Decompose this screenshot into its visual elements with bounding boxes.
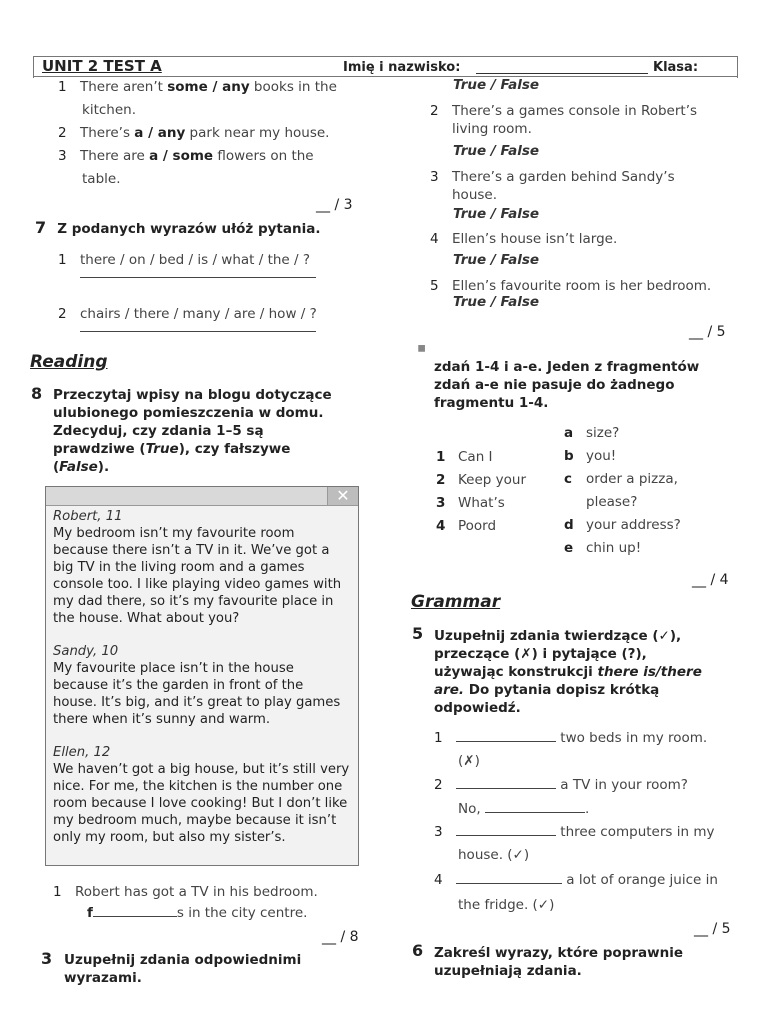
score-grammar: __ / 5 — [694, 921, 731, 937]
question-9-cutoff: ▪ — [417, 340, 427, 356]
answer-line[interactable] — [456, 869, 562, 884]
match-right-list — [564, 422, 681, 560]
tf-item-3: 3 There’s a garden behind Sandy’s house. — [430, 169, 675, 203]
option-choice[interactable]: a / any — [134, 125, 186, 141]
question-number: 7 — [35, 218, 47, 237]
grammar-item-1-cont: (✗) — [458, 753, 480, 769]
list-item-cont: kitchen. — [82, 102, 136, 118]
question-text: Z podanych wyrazów ułóż pytania. — [57, 221, 321, 237]
list-item: 4 Poord — [436, 518, 497, 534]
answer-line[interactable] — [456, 774, 556, 789]
answer-line[interactable] — [456, 821, 556, 836]
question-9-text: zdań 1-4 i a-e. Jeden z fragmentów zdań a-e nie pasuje do żadnego fragmentu 1-4. — [434, 359, 700, 411]
header-left-rule — [33, 56, 34, 78]
list-item: 1 Can I — [436, 449, 493, 465]
answer-line[interactable] — [456, 727, 556, 742]
blog-post-robert: Robert, 11 My bedroom isn’t my favourite room because there isn’t a TV in it. We’ve got a big TV in the living room and a games console too. I like playing video games with my dad there, so it’s my favourite place in the house. What about you? — [53, 509, 342, 626]
tf-item-5: 5 Ellen’s favourite room is her bedroom. — [430, 278, 712, 294]
question-7 — [35, 218, 320, 238]
grammar-item-3-cont: house. (✓) — [458, 847, 530, 863]
list-item: 2 Keep your — [436, 472, 527, 488]
answer-line[interactable] — [93, 902, 177, 917]
list-item: b you! — [564, 448, 617, 464]
grammar-item-1: 1 two beds in my room. — [434, 726, 707, 750]
option-choice[interactable]: a / some — [149, 148, 214, 164]
name-field-line[interactable] — [476, 73, 648, 74]
list-item: 1 There aren’t some / any books in the — [58, 79, 337, 95]
question-3: 3 — [41, 949, 53, 968]
answer-line[interactable] — [80, 331, 316, 332]
class-label: Klasa: — [653, 60, 699, 75]
list-item: d your address? — [564, 517, 681, 533]
question-6-text: Zakreśl wyrazy, które poprawnie uzupełniają zdania. — [434, 945, 683, 979]
fill-item-rest: s in the city centre. — [176, 905, 308, 921]
score-some-any: __ / 3 — [316, 197, 353, 213]
list-item: 2 chairs / there / many / are / how / ? — [58, 306, 317, 322]
grammar-item-2-cont: No, . — [458, 797, 589, 821]
tf-choice[interactable]: True / False — [453, 77, 540, 93]
some-any-list — [58, 76, 378, 191]
list-item-cont: table. — [82, 171, 121, 187]
score-tf: __ / 5 — [689, 324, 726, 340]
score-match: __ / 4 — [692, 572, 729, 588]
question-8 — [31, 384, 42, 403]
blog-box — [45, 486, 359, 866]
list-item: 1 there / on / bed / is / what / the / ? — [58, 252, 311, 268]
tf-choice[interactable]: True / False — [453, 294, 540, 310]
tf-item-1: 1 Robert has got a TV in his bedroom. — [53, 884, 318, 900]
header-right-rule — [737, 56, 738, 78]
section-grammar: Grammar — [411, 592, 501, 612]
question-5-text: Uzupełnij zdania twierdzące (✓), przeczące (✗) i pytające (?), używając konstrukcji there is/there are. Do pytania dopisz krótką odpowiedź. — [434, 628, 702, 716]
tf-item-4: 4 Ellen’s house isn’t large. — [430, 231, 618, 247]
match-left-list — [436, 446, 526, 538]
grammar-item-2: 2 a TV in your room? — [434, 773, 688, 797]
list-item: 2 There’s a / any park near my house. — [58, 125, 330, 141]
tf-choice[interactable]: True / False — [453, 206, 540, 222]
tf-choice[interactable]: True / False — [453, 252, 540, 268]
question-number: 8 — [31, 384, 43, 403]
tf-item-2: 2 There’s a games console in Robert’s living room. — [430, 103, 698, 137]
name-label: Imię i nazwisko: — [343, 60, 461, 75]
answer-line[interactable] — [485, 798, 585, 813]
list-item: a size? — [564, 425, 620, 441]
tf-choice[interactable]: True / False — [453, 143, 540, 159]
score-reading: __ / 8 — [322, 929, 359, 945]
fill-item: f s in the city centre. — [87, 902, 307, 925]
question-8-text: Przeczytaj wpisy na blogu dotyczące ulubionego pomieszczenia w domu. Zdecyduj, czy zdania 1–5 są prawdziwe (True), czy fałszywe (False). — [53, 387, 332, 475]
question-5: 5 — [412, 624, 424, 643]
grammar-item-4-cont: the fridge. (✓) — [458, 897, 555, 913]
list-item: 3 What’s — [436, 495, 505, 511]
blog-titlebar — [46, 487, 358, 506]
question-6: 6 — [412, 941, 424, 960]
unit-title: UNIT 2 TEST A — [42, 57, 162, 75]
answer-line[interactable] — [80, 277, 316, 278]
list-item: e chin up! — [564, 540, 642, 556]
list-item: 3 There are a / some flowers on the — [58, 148, 314, 164]
blog-post-sandy: Sandy, 10 My favourite place isn’t in the house because it’s the garden in front of the house. It’s big, and it’s great to play games there when it’s sunny and warm. — [53, 644, 341, 727]
close-icon[interactable]: ✕ — [327, 487, 358, 505]
section-reading: Reading — [30, 352, 108, 372]
grammar-item-3: 3 three computers in my — [434, 820, 714, 844]
list-item: c order a pizza, — [564, 471, 678, 487]
blog-post-ellen: Ellen, 12 We haven’t got a big house, but it’s still very nice. For me, the kitchen is the number one room because I love cooking! But I don’t like my bedroom much, maybe because it isn’t only my room, but also my sister’s. — [53, 745, 350, 845]
option-choice[interactable]: some / any — [167, 79, 250, 95]
list-item: please? — [586, 494, 638, 510]
grammar-item-4: 4 a lot of orange juice in — [434, 868, 718, 892]
question-3-text: Uzupełnij zdania odpowiednimi wyrazami. — [64, 952, 302, 986]
